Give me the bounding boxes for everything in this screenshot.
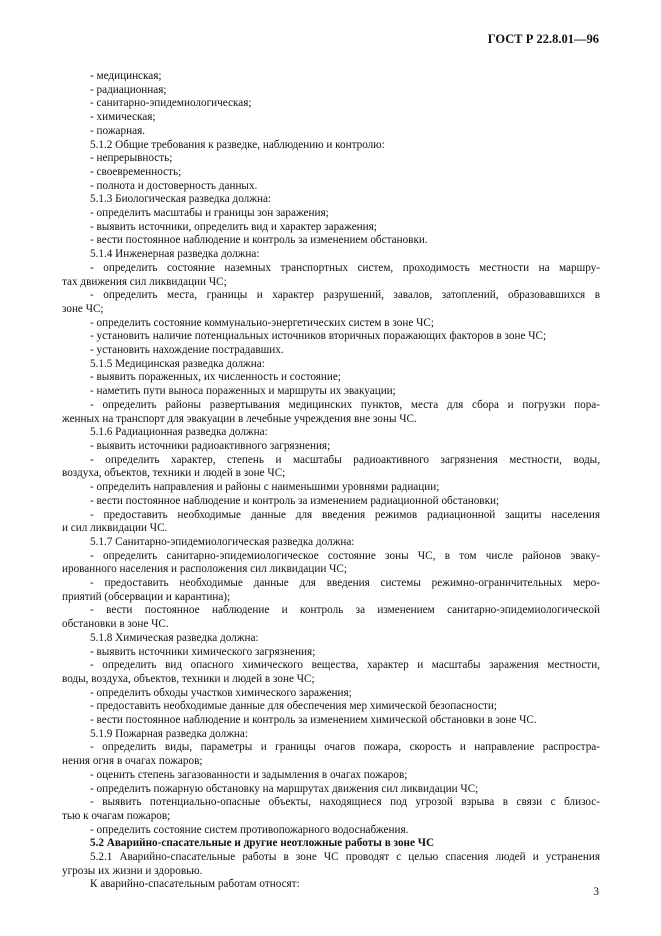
text-line: - химическая; [90, 111, 156, 124]
text-line: обстановки в зоне ЧС. [62, 618, 169, 631]
text-line: тах движения сил ликвидации ЧС; [62, 275, 227, 288]
text-line: нения огня в очагах пожаров; [62, 755, 203, 768]
text-line: - полнота и достоверность данных. [90, 179, 258, 192]
text-line: - вести постоянное наблюдение и контроль за изменением радиационной обстановки; [90, 494, 500, 507]
text-line: - вести постоянное наблюдение и контроль за изменением обстановки. [90, 234, 428, 247]
text-line: приятий (обсервации и карантина); [62, 590, 231, 603]
text-line: 5.1.8 Химическая разведка должна: [90, 631, 259, 644]
text-line: - определить обходы участков химического заражения; [90, 686, 352, 699]
text-line: - определить вид опасного химического вещества, характер и масштабы заражения местности, [90, 659, 600, 672]
text-line: 5.1.3 Биологическая разведка должна: [90, 193, 272, 206]
text-line: и сил ликвидации ЧС. [62, 522, 168, 535]
text-line: - определить состояние систем противопожарного водоснабжения. [90, 823, 409, 836]
text-line: - пожарная. [90, 124, 146, 137]
text-line: - предоставить необходимые данные для обеспечения мер химической безопасности; [90, 700, 497, 713]
document-header: ГОСТ Р 22.8.01—96 [487, 32, 599, 46]
text-line: 5.1.9 Пожарная разведка должна: [90, 727, 248, 740]
text-line: - своевременность; [90, 165, 182, 178]
text-line: 5.2.1 Аварийно-спасательные работы в зоне ЧС проводят с целью спасения людей и устранения [90, 851, 600, 864]
text-line: 5.1.7 Санитарно-эпидемиологическая разведка должна: [90, 535, 355, 548]
text-line: - оценить степень загазованности и задымления в очагах пожаров; [90, 768, 408, 781]
text-line: - определить районы развертывания медицинских пунктов, места для сбора и погрузки пора- [90, 398, 600, 411]
document-body [62, 70, 600, 892]
text-line: зоне ЧС; [62, 302, 104, 315]
text-line: - определить масштабы и границы зон заражения; [90, 207, 329, 220]
page-number: 3 [593, 886, 599, 898]
text-line: - установить наличие потенциальных источников вторичных поражающих факторов в зоне ЧС; [90, 330, 547, 343]
text-line: - установить нахождение пострадавших. [90, 344, 284, 357]
text-line: угрозы их жизни и здоровью. [62, 864, 203, 877]
text-line: - выявить источники радиоактивного загрязнения; [90, 439, 331, 452]
text-line: 5.1.5 Медицинская разведка должна: [90, 357, 265, 370]
text-line: тью к очагам пожаров; [62, 809, 171, 822]
text-line: 5.1.6 Радиационная разведка должна: [90, 426, 268, 439]
text-line: - наметить пути выноса пораженных и маршруты их эвакуации; [90, 385, 396, 398]
text-line: - санитарно-эпидемиологическая; [90, 97, 252, 110]
text-line: - определить характер, степень и масштабы радиоактивного загрязнения местности, воды, [90, 453, 600, 466]
text-line: - определить места, границы и характер разрушений, завалов, затоплений, образовавшихся в [90, 289, 600, 302]
text-line: - вести постоянное наблюдение и контроль за изменением химической обстановки в зоне ЧС. [90, 714, 537, 727]
text-line: - непрерывность; [90, 152, 173, 165]
text-line: - медицинская; [90, 70, 162, 82]
text-line: К аварийно-спасательным работам относят: [90, 878, 300, 891]
text-line: 5.1.4 Инженерная разведка должна: [90, 248, 260, 261]
text-line: - определить санитарно-эпидемиологическое состояние зоны ЧС, в том числе районов эваку- [90, 549, 600, 562]
text-line: - выявить источники, определить вид и характер заражения; [90, 220, 377, 233]
text-line: - определить состояние наземных транспортных систем, проходимость местности на маршру- [90, 261, 600, 274]
text-line: воды, воздуха, объектов, техники и людей в зоне ЧС; [62, 672, 315, 685]
text-line: 5.2 Аварийно-спасательные и другие неотложные работы в зоне ЧС [90, 837, 435, 850]
text-line: воздуха, объектов, техники и людей в зоне ЧС; [62, 467, 286, 480]
text-line: - вести постоянное наблюдение и контроль за изменением санитарно-эпидемиологической [90, 604, 600, 617]
text-line: - определить направления и районы с наименьшими уровнями радиации; [90, 481, 440, 494]
text-line: - выявить источники химического загрязнения; [90, 645, 316, 658]
text-line: - определить пожарную обстановку на маршрутах движения сил ликвидации ЧС; [90, 782, 479, 795]
text-line: - предоставить необходимые данные для введения системы режимно-ограничительных меро- [90, 577, 600, 590]
text-line: женных на транспорт для эвакуации в лечебные учреждения вне зоны ЧС. [62, 412, 417, 425]
text-line: - выявить пораженных, их численность и состояние; [90, 371, 341, 384]
text-line: - определить состояние коммунально-энергетических систем в зоне ЧС; [90, 316, 434, 329]
text-line: 5.1.2 Общие требования к разведке, наблюдению и контролю: [90, 138, 385, 151]
text-line: - определить виды, параметры и границы очагов пожара, скорость и направление распростра- [90, 741, 600, 754]
text-line: - выявить потенциально-опасные объекты, находящиеся под угрозой взрыва в связи с близос- [90, 796, 600, 809]
text-line: - радиационная; [90, 83, 167, 96]
text-line: - предоставить необходимые данные для введения режимов радиационной защиты населения [90, 508, 600, 521]
text-line: ированного населения и расположения сил ликвидации ЧС; [62, 563, 347, 576]
